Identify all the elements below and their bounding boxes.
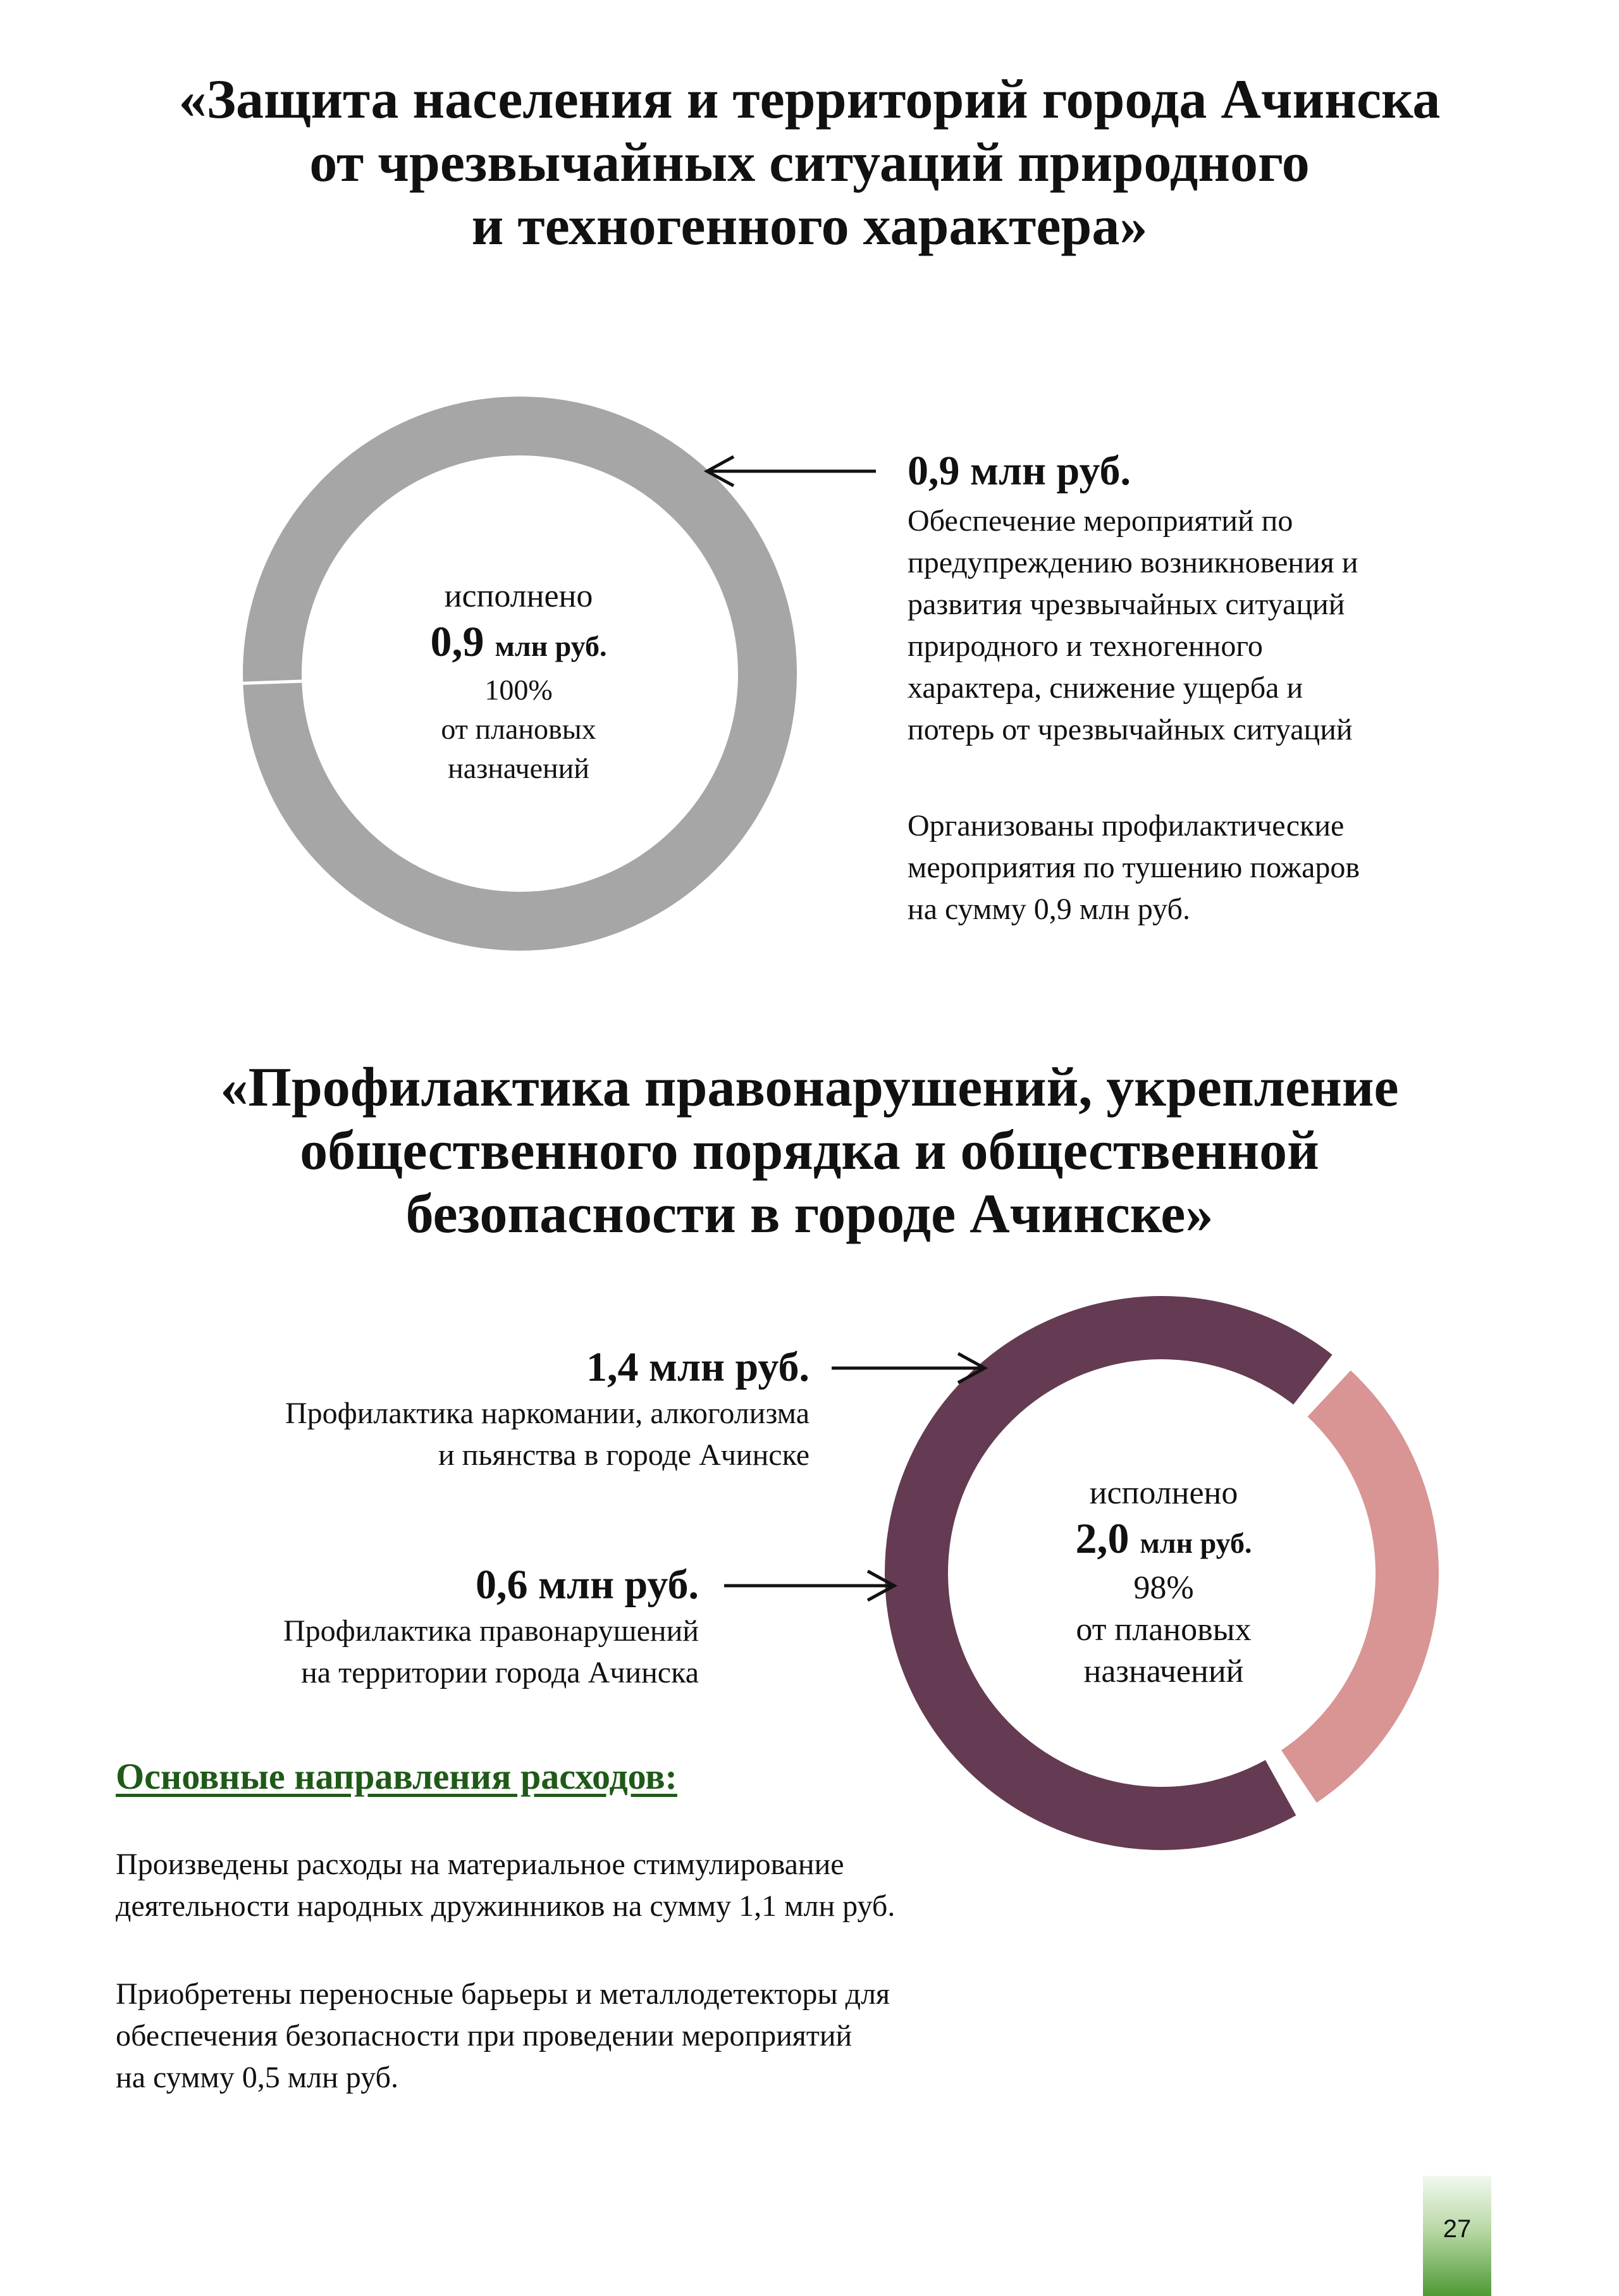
section2-title [51, 1056, 1568, 1246]
section1-title-line: от чрезвычайных ситуаций природного [309, 132, 1310, 194]
desc-line: Профилактика правонарушений [283, 1614, 699, 1648]
donut2-note-line: назначений [1083, 1653, 1244, 1689]
section1-callout [908, 446, 1540, 930]
donut2-percent: 98% [1133, 1570, 1194, 1606]
section2-title-line: безопасности в городе Ачинске» [405, 1183, 1214, 1245]
section1-title-line: «Защита населения и территорий города Ачинска [178, 69, 1441, 130]
extra-line: Организованы профилактические [908, 809, 1345, 842]
extra-line: на сумму 0,9 млн руб. [908, 892, 1190, 926]
donut1-seam [243, 681, 302, 683]
donut1-center [367, 576, 670, 788]
donut1-value-line [367, 617, 670, 670]
paragraph-line: Приобретены переносные барьеры и металлодетекторы для [116, 1977, 890, 2011]
donut1-percent: 100% [484, 674, 553, 706]
expenses-paragraph-1 [116, 1844, 1128, 1927]
donut1-note-line: от плановых [441, 713, 596, 745]
donut2-center [1012, 1472, 1315, 1693]
arrow-section2-2 [724, 1571, 894, 1600]
desc-line: и пьянства в городе Ачинске [438, 1438, 810, 1472]
donut1-label: исполнено [444, 578, 593, 614]
section1-callout-amount: 0,9 млн руб. [908, 448, 1131, 494]
expenses-paragraph-2 [116, 1973, 1128, 2099]
desc-line: характера, снижение ущерба и [908, 671, 1303, 705]
donut1-unit: млн руб. [495, 630, 607, 662]
page-number: 27 [1423, 2176, 1491, 2296]
donut2-label: исполнено [1089, 1475, 1238, 1511]
desc-line: Профилактика наркомании, алкоголизма [285, 1397, 810, 1430]
section2-callout-2 [126, 1560, 699, 1694]
section2-callout2-amount: 0,6 млн руб. [476, 1562, 699, 1608]
donut2-value: 2,0 [1075, 1514, 1130, 1562]
section2-callout2-desc [126, 1610, 699, 1694]
desc-line: Обеспечение мероприятий по [908, 504, 1293, 538]
section1-title-line: и техногенного характера» [471, 195, 1148, 257]
section2-title-line: общественного порядка и общественной [300, 1120, 1319, 1182]
expenses-heading: Основные направления расходов: [116, 1756, 677, 1797]
section2-title-line: «Профилактика правонарушений, укрепление [220, 1057, 1399, 1118]
arrow-section2-1 [832, 1354, 985, 1383]
desc-line: предупреждению возникновения и [908, 546, 1358, 579]
section1-callout-desc [908, 500, 1540, 751]
paragraph-line: обеспечения безопасности при проведении мероприятий [116, 2019, 853, 2052]
donut2-note-line: от плановых [1076, 1612, 1252, 1648]
paragraph-line: на сумму 0,5 млн руб. [116, 2061, 398, 2094]
extra-line: мероприятия по тушению пожаров [908, 851, 1360, 884]
donut2-value-line [1012, 1514, 1315, 1567]
desc-line: природного и техногенного [908, 629, 1263, 663]
donut2-unit: млн руб. [1140, 1527, 1252, 1559]
section2-callout-1 [126, 1342, 810, 1476]
paragraph-line: деятельности народных дружинников на сумму 1,1 млн руб. [116, 1889, 896, 1923]
arrow-section1 [707, 457, 876, 486]
section1-extra-text [908, 805, 1540, 930]
desc-line: потерь от чрезвычайных ситуаций [908, 713, 1353, 746]
donut1-note-line: назначений [448, 752, 589, 784]
desc-line: на территории города Ачинска [301, 1656, 699, 1689]
section2-callout1-desc [126, 1393, 810, 1476]
section2-callout1-amount: 1,4 млн руб. [586, 1344, 810, 1390]
desc-line: развития чрезвычайных ситуаций [908, 588, 1345, 621]
donut1-value: 0,9 [430, 617, 484, 665]
paragraph-line: Произведены расходы на материальное стимулирование [116, 1848, 844, 1881]
